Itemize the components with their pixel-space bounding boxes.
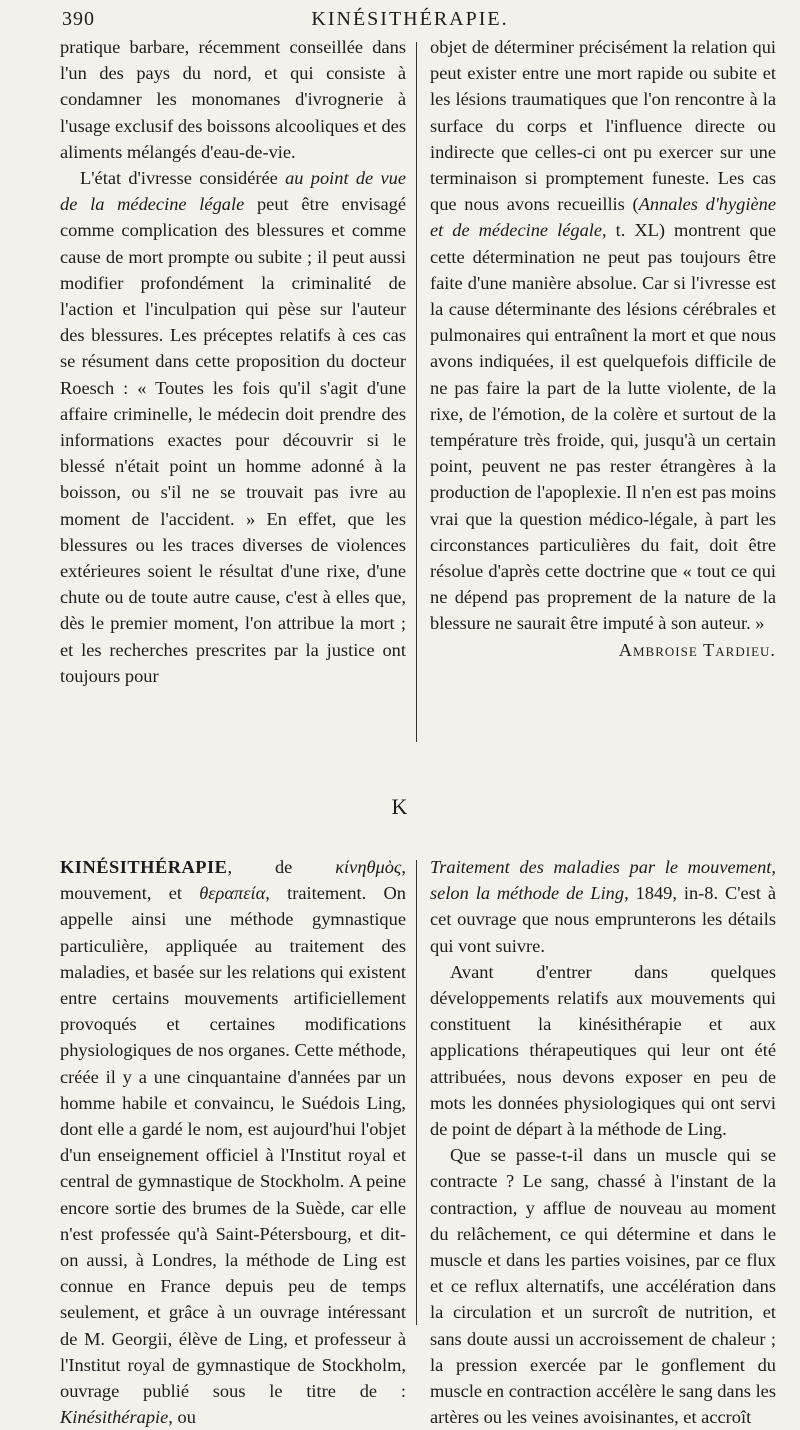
- author-signature: Ambroise Tardieu.: [618, 639, 776, 660]
- paragraph: pratique barbare, récemment conseillée dans l'un des pays du nord, et qui consiste à condamner les monomanes d'ivrognerie à l'usage exclusif des boissons alcooliques et des aliments mélangés d'eau-de-vie.: [60, 37, 406, 162]
- column-left-bottom: [60, 854, 406, 1430]
- column-divider-bottom: [416, 860, 417, 1325]
- section-letter: K: [391, 794, 409, 819]
- column-right-top: [430, 34, 776, 663]
- paragraph: objet de déterminer précisément la relation qui peut exister entre une mort rapide ou subite et les lésions traumatiques que l'on rencontre à la surface du corps et l'influence directe ou indirecte que celles-ci ont pu exercer sur une terminaison si promptement funeste. Les cas que nous avons recueillis (Annales d'hygiène et de médecine légale, t. XL) montrent que cette détermination ne peut pas toujours être faite d'une manière absolue. Car si l'ivresse est la cause déterminante des lésions cérébrales et pulmonaires qui entraînent la mort et que nous avons indiquées, il est quelquefois difficile de ne pas faire la part de la lutte violente, de la rixe, de l'émotion, de la colère et surtout de la température très froide, qui, jusqu'à un certain point, peuvent ne pas rester étrangères à la production de l'apoplexie. Il n'en est pas moins vrai que la question médico-légale, à part les circonstances particulières du fait, doit être résolue d'après cette doctrine que « tout ce qui ne dépend pas proprement de la nature de la blessure ne saurait être imputé à son auteur. »: [430, 37, 776, 634]
- entry-paragraph: KINÉSITHÉRAPIE, de κίνηθμὸς, mouvement, et θεραπεία, traitement. On appelle ainsi une méthode gymnastique particulière, appliquée au traitement des maladies, et basée sur les relations qui existent entre certains mouvements artificiellement provoqués et certaines modifications physiologiques de nos organes. Cette méthode, créée il y a une cinquantaine d'années par un homme habile et convaincu, le Suédois Ling, dont elle a gardé le nom, est aujourd'hui l'objet d'un enseignement officiel à l'Institut royal et central de gymnastique de Stockholm. A peine encore sortie des brumes de la Suède, car elle n'est professée qu'à Saint-Pétersbourg, et dit-on aussi, à Londres, la méthode de Ling est connue en France depuis peu de temps seulement, et grâce à un ouvrage intéressant de M. Georgii, élève de Ling, et professeur à l'Institut royal de gymnastique de Stockholm, ouvrage publié sous le titre de : Kinésithérapie, ou: [60, 857, 406, 1428]
- column-divider-top: [416, 42, 417, 742]
- entry-headword: KINÉSITHÉRAPIE: [60, 857, 228, 877]
- paragraph: Avant d'entrer dans quelques développements relatifs aux mouvements qui constituent la kinésithérapie et aux applications thérapeutiques qui leur ont été attribuées, nous devons exposer en peu de mots les données physiologiques qui ont servi de point de départ à la méthode de Ling.: [430, 961, 776, 1140]
- paragraph: Que se passe-t-il dans un muscle qui se contracte ? Le sang, chassé à l'instant de la contraction, y afflue de nouveau au moment du relâchement, ce qui détermine et dans le muscle et dans les parties voisines, par ce flux et ce reflux alternatifs, une accélération dans la circulation et un surcroît de nutrition, et sans doute aussi un accroissement de chaleur ; la pression exercée par le gonflement du muscle en contraction accélère le sang dans les artères ou les veines avoisinantes, et accroît: [430, 1145, 776, 1428]
- page-number: 390: [62, 8, 95, 30]
- column-right-bottom: [430, 854, 776, 1430]
- running-title: KINÉSITHÉRAPIE.: [311, 8, 509, 30]
- column-left-top: [60, 34, 406, 689]
- paragraph: L'état d'ivresse considérée au point de vue de la médecine légale peut être envisagé comme complication des blessures et comme cause de mort prompte ou subite ; il peut aussi modifier profondément la criminalité de l'action et l'inculpation qui pèse sur l'auteur des blessures. Les préceptes relatifs à ces cas se résument dans cette proposition du docteur Roesch : « Toutes les fois qu'il s'agit d'une affaire criminelle, le médecin doit prendre des informations exactes pour découvrir si le blessé n'était point un homme adonné à la boisson, ou s'il ne se trouvait pas ivre au moment de l'accident. » En effet, que les blessures ou les traces diverses de violences extérieures soient le résultat d'une rixe, d'une chute ou de toute autre cause, c'est à elles que, dès le premier moment, l'on attribue la mort ; et les recherches prescrites par la justice ont toujours pour: [60, 168, 406, 686]
- page-header: [60, 6, 760, 36]
- paragraph: Traitement des maladies par le mouvement, selon la méthode de Ling, 1849, in-8. C'est à cet ouvrage que nous emprunterons les détails qui vont suivre.: [430, 857, 777, 956]
